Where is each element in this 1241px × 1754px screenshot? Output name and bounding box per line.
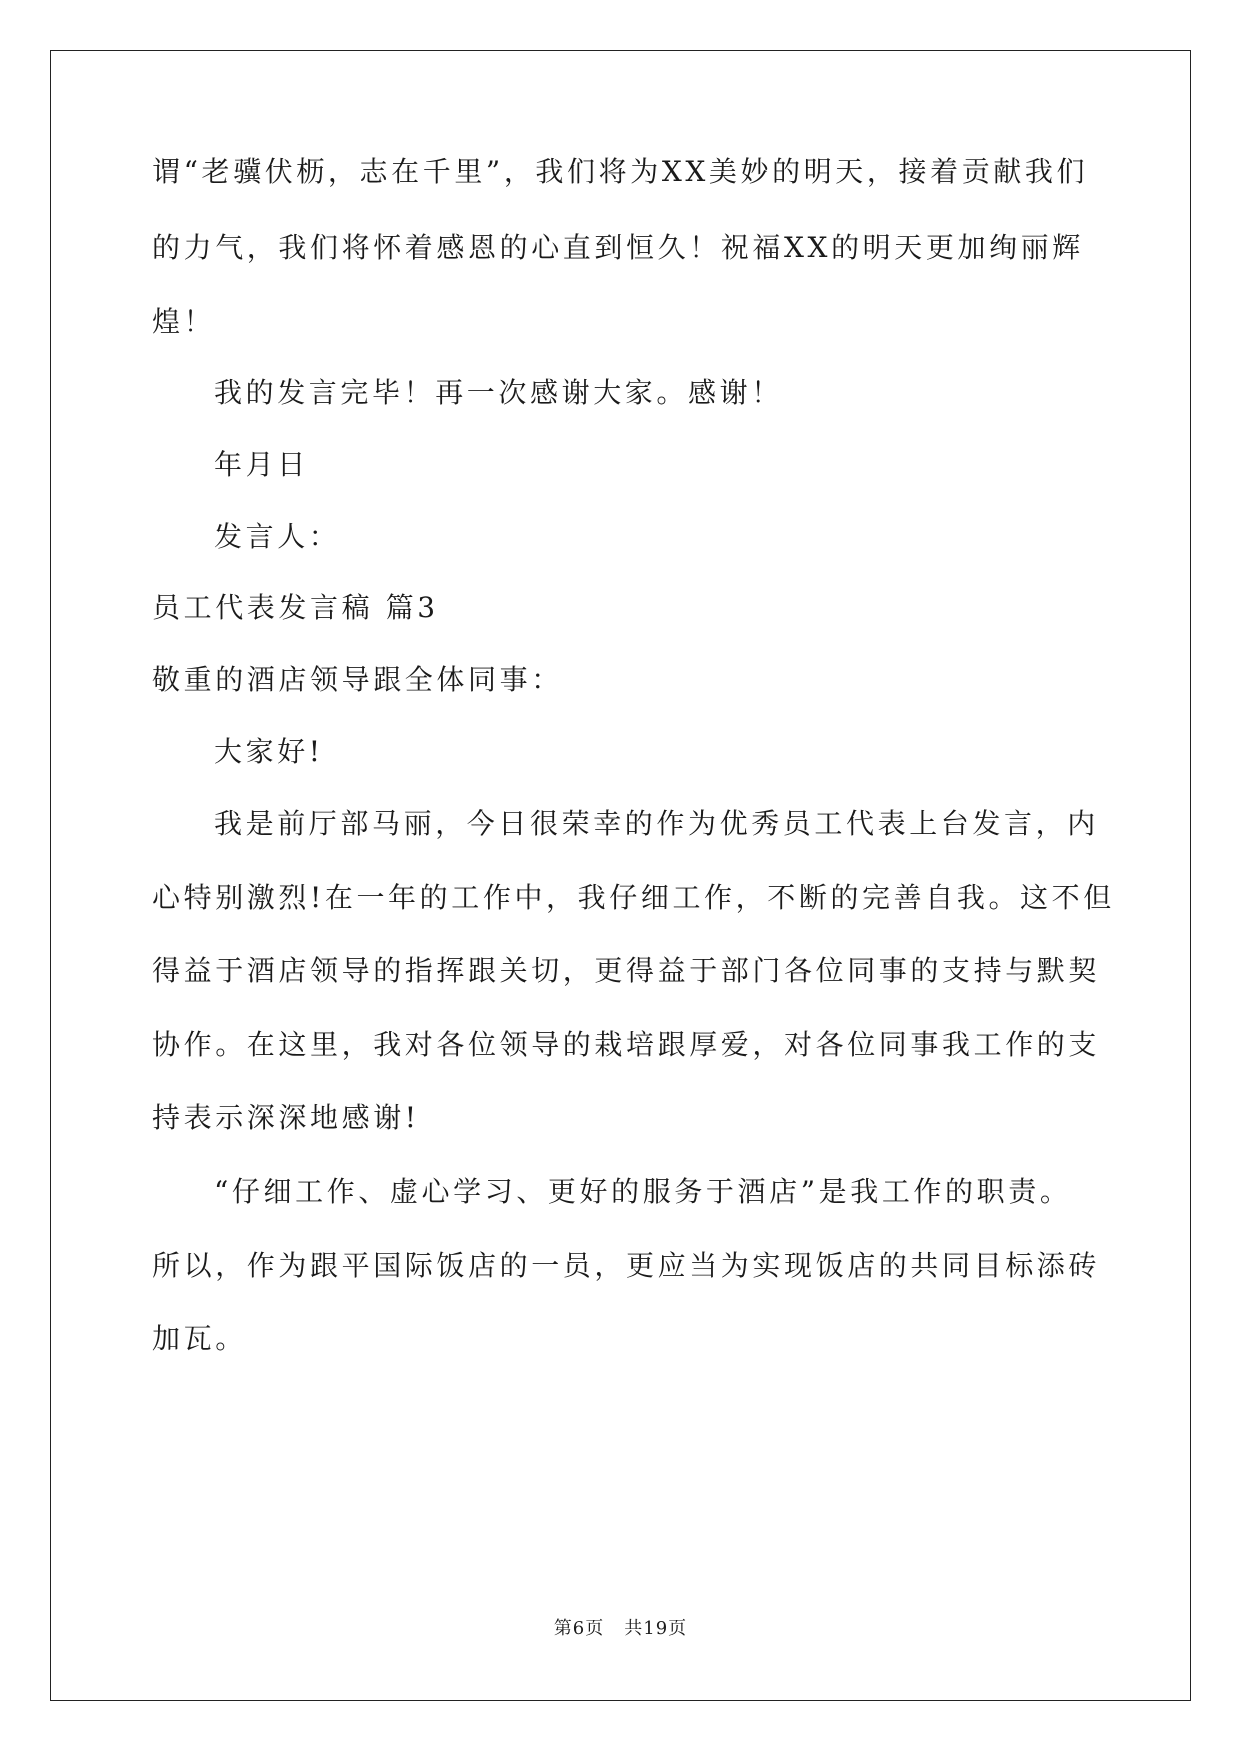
page-border xyxy=(50,50,1191,1701)
paragraph-2-line-1: 我是前厅部马丽，今日很荣幸的作为优秀员工代表上台发言，内 xyxy=(214,807,1099,840)
paragraph-1-line-2: 的力气，我们将怀着感恩的心直到恒久！祝福XX的明天更加绚丽辉 xyxy=(152,231,1084,264)
paragraph-3-line-2: 所以，作为跟平国际饭店的一员，更应当为实现饭店的共同目标添砖 xyxy=(152,1249,1101,1282)
salutation: 敬重的酒店领导跟全体同事： xyxy=(152,663,563,696)
paragraph-2-line-4: 协作。在这里，我对各位领导的栽培跟厚爱，对各位同事我工作的支 xyxy=(152,1028,1101,1061)
page-footer xyxy=(0,1617,1241,1641)
paragraph-1-line-3: 煌！ xyxy=(152,305,216,338)
paragraph-2-line-2: 心特别激烈!在一年的工作中，我仔细工作，不断的完善自我。这不但 xyxy=(152,881,1115,914)
paragraph-2-line-5: 持表示深深地感谢! xyxy=(152,1101,420,1134)
paragraph-3-line-3: 加瓦。 xyxy=(152,1322,247,1355)
speaker-line: 发言人： xyxy=(214,520,341,553)
greeting: 大家好! xyxy=(214,735,324,768)
paragraph-3-line-1: “仔细工作、虚心学习、更好的服务于酒店”是我工作的职责。 xyxy=(214,1175,1072,1208)
page-number-total: 共19页 xyxy=(624,1618,688,1639)
paragraph-1-line-1: 谓“老骥伏枥，志在千里”，我们将为XX美妙的明天，接着贡献我们 xyxy=(152,155,1089,188)
page-number-current: 第6页 xyxy=(553,1618,605,1639)
date-line: 年月日 xyxy=(214,448,309,481)
section-title: 员工代表发言稿 篇3 xyxy=(152,591,439,624)
paragraph-2-line-3: 得益于酒店领导的指挥跟关切，更得益于部门各位同事的支持与默契 xyxy=(152,954,1101,987)
closing-remark: 我的发言完毕！再一次感谢大家。感谢！ xyxy=(214,376,783,409)
